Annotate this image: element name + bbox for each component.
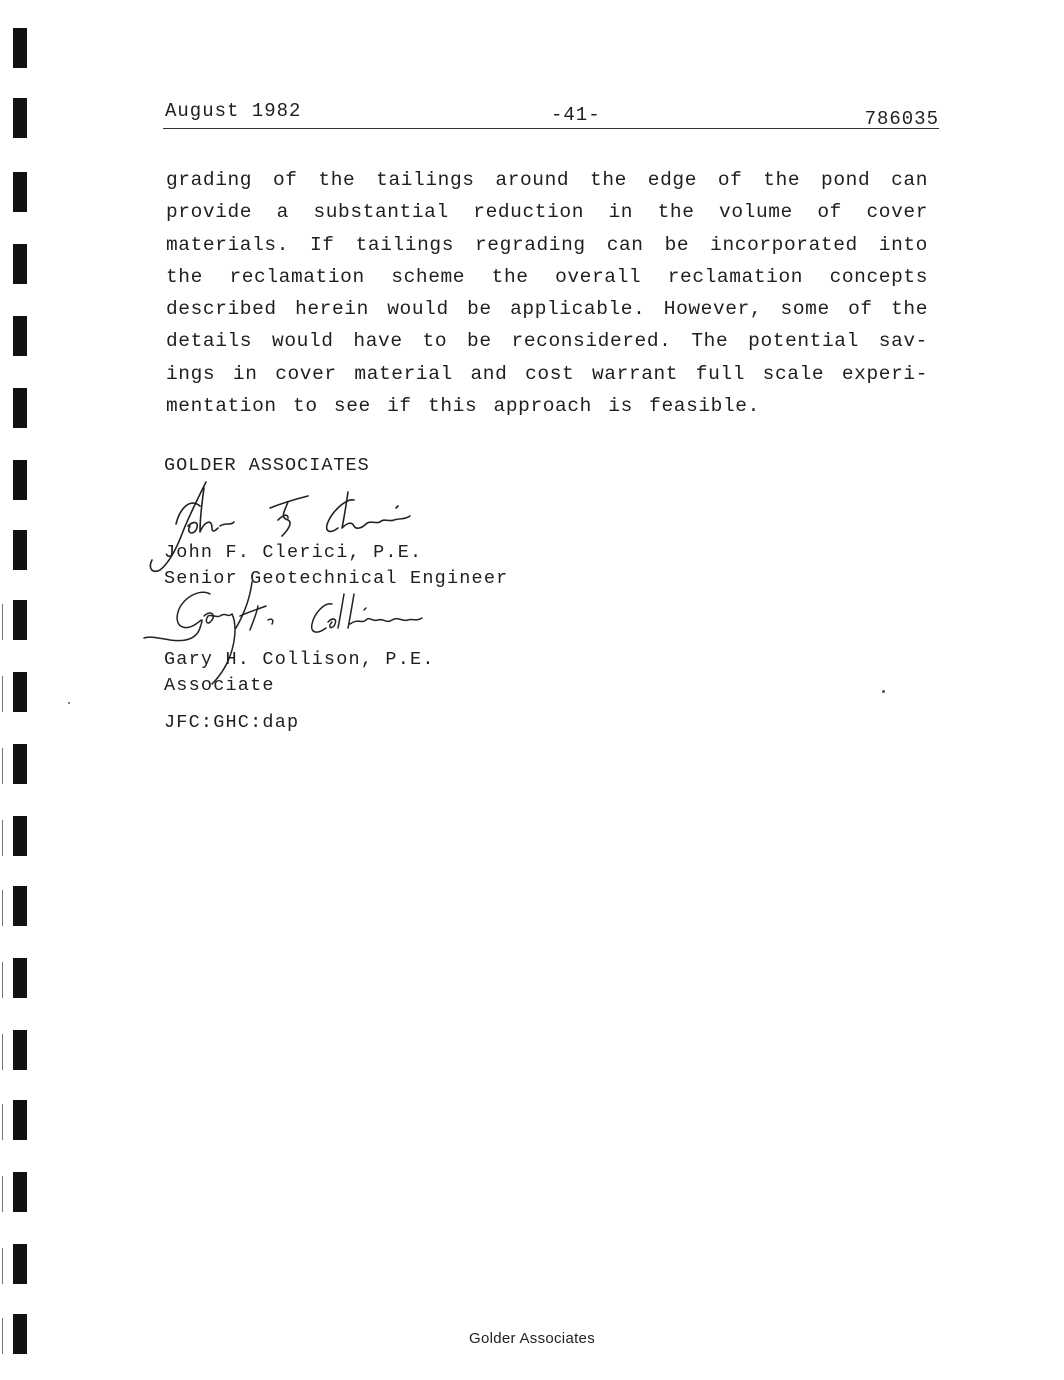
signer2-title: Associate bbox=[164, 675, 275, 696]
signer2-block bbox=[164, 647, 435, 699]
binding-holes bbox=[0, 0, 40, 1380]
scan-speck bbox=[882, 690, 885, 693]
scan-speck bbox=[68, 702, 70, 704]
firm-name: GOLDER ASSOCIATES bbox=[164, 455, 370, 476]
typist-initials: JFC:GHC:dap bbox=[164, 712, 300, 733]
footer-company: Golder Associates bbox=[469, 1330, 595, 1347]
signer1-name: John F. Clerici, P.E. bbox=[164, 542, 423, 563]
header-date: August 1982 bbox=[165, 100, 302, 122]
page-header bbox=[163, 100, 939, 129]
document-number: 786035 bbox=[864, 108, 939, 130]
signer2-name: Gary H. Collison, P.E. bbox=[164, 649, 435, 670]
signer1-title: Senior Geotechnical Engineer bbox=[164, 568, 509, 589]
body-paragraph: grading of the tailings around the edge of the pond can provide a substantial reduction in the volume of cover materials. If tailings regrading can be incorporated into the reclamation scheme the overall reclamation concepts described herein would be applicable. However, some of the details would have to be reconsidered. The potential sav- ings in cover material and cost warrant full scale experi- mentation to see if this approach is feasible. bbox=[166, 169, 928, 418]
page-number: -41- bbox=[551, 104, 601, 126]
